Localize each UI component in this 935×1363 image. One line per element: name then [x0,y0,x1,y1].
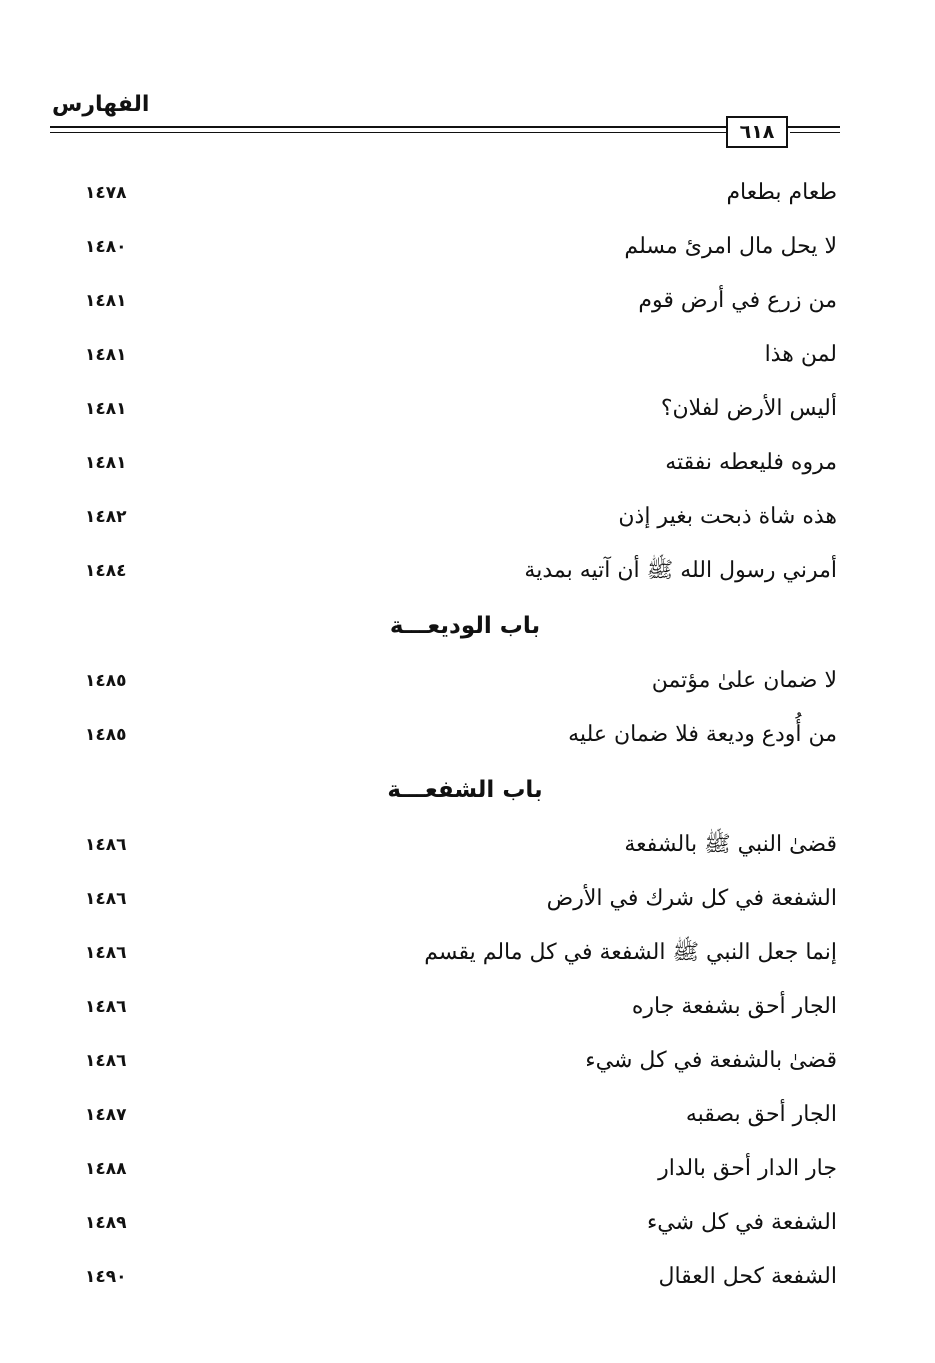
entry-page: ١٤٨٧ [85,1105,127,1125]
entry-text: الشفعة في كل شيء [646,1210,837,1235]
entry-text: أمرني رسول الله ﷺ أن آتيه بمدية [524,558,837,583]
entry-page: ١٤٨٦ [85,1051,127,1071]
entry-page: ١٤٨٢ [85,507,127,527]
entry-text: لا يحل مال امرئ مسلم [624,234,837,259]
entry-page: ١٤٨٥ [85,725,127,745]
entry-page: ١٤٨٦ [85,997,127,1017]
entry-text: مروه فليعطه نفقته [665,450,837,475]
entry-page: ١٤٨١ [85,399,127,419]
entry-page: ١٤٨٠ [85,237,127,257]
entry-page: ١٤٨٦ [85,889,127,909]
entry-text: من زرع في أرض قوم [638,288,837,313]
index-entry [85,872,837,926]
index-entry [85,1034,837,1088]
index-entry [85,166,837,220]
entry-text: لمن هذا [764,342,837,367]
index-list [85,166,837,1304]
entry-text: أليس الأرض لفلان؟ [660,396,837,421]
index-entry [85,708,837,762]
entry-text: هذه شاة ذبحت بغير إذن [618,504,837,529]
running-title: الفهارس [52,92,150,117]
entry-page: ١٤٨١ [85,453,127,473]
entry-text: قضىٰ النبي ﷺ بالشفعة [624,832,837,857]
index-entry [85,818,837,872]
entry-text: الشفعة كحل العقال [658,1264,837,1289]
entry-text: الشفعة في كل شرك في الأرض [546,886,837,911]
section-title: باب الشفعـــة [387,777,543,803]
header-rule-thin [50,132,726,133]
entry-page: ١٤٨٨ [85,1159,127,1179]
entry-text: لا ضمان علىٰ مؤتمن [651,668,837,693]
entry-page: ١٤٨٦ [85,835,127,855]
index-entry [85,926,837,980]
header-rule-right [790,132,840,133]
index-entry [85,544,837,598]
entry-page: ١٤٨١ [85,345,127,365]
index-entry [85,1142,837,1196]
index-entry [85,382,837,436]
index-entry [85,328,837,382]
entry-page: ١٤٨٤ [85,561,127,581]
entry-text: قضىٰ بالشفعة في كل شيء [585,1048,837,1073]
index-entry [85,1088,837,1142]
index-entry [85,1196,837,1250]
entry-text: جار الدار أحق بالدار [658,1156,837,1181]
entry-text: إنما جعل النبي ﷺ الشفعة في كل مالم يقسم [424,940,837,965]
index-entry [85,1250,837,1304]
page-number: ٦١٨ [726,116,788,148]
entry-page: ١٤٨٥ [85,671,127,691]
entry-page: ١٤٧٨ [85,183,127,203]
index-entry [85,220,837,274]
entry-page: ١٤٨٩ [85,1213,127,1233]
index-entry [85,274,837,328]
entry-text: الجار أحق بصقبه [685,1102,837,1127]
index-entry [85,436,837,490]
entry-text: من أُودع وديعة فلا ضمان عليه [568,722,837,747]
section-title: باب الوديعـــة [389,613,541,639]
section-heading-shufa [85,762,837,818]
entry-page: ١٤٩٠ [85,1267,127,1287]
index-entry [85,490,837,544]
entry-text: الجار أحق بشفعة جاره [631,994,837,1019]
page-header [50,88,840,158]
header-rule-thick [50,126,840,128]
section-heading-wadia [85,598,837,654]
entry-page: ١٤٨١ [85,291,127,311]
index-entry [85,980,837,1034]
entry-page: ١٤٨٦ [85,943,127,963]
entry-text: طعام بطعام [726,180,837,205]
index-entry [85,654,837,708]
